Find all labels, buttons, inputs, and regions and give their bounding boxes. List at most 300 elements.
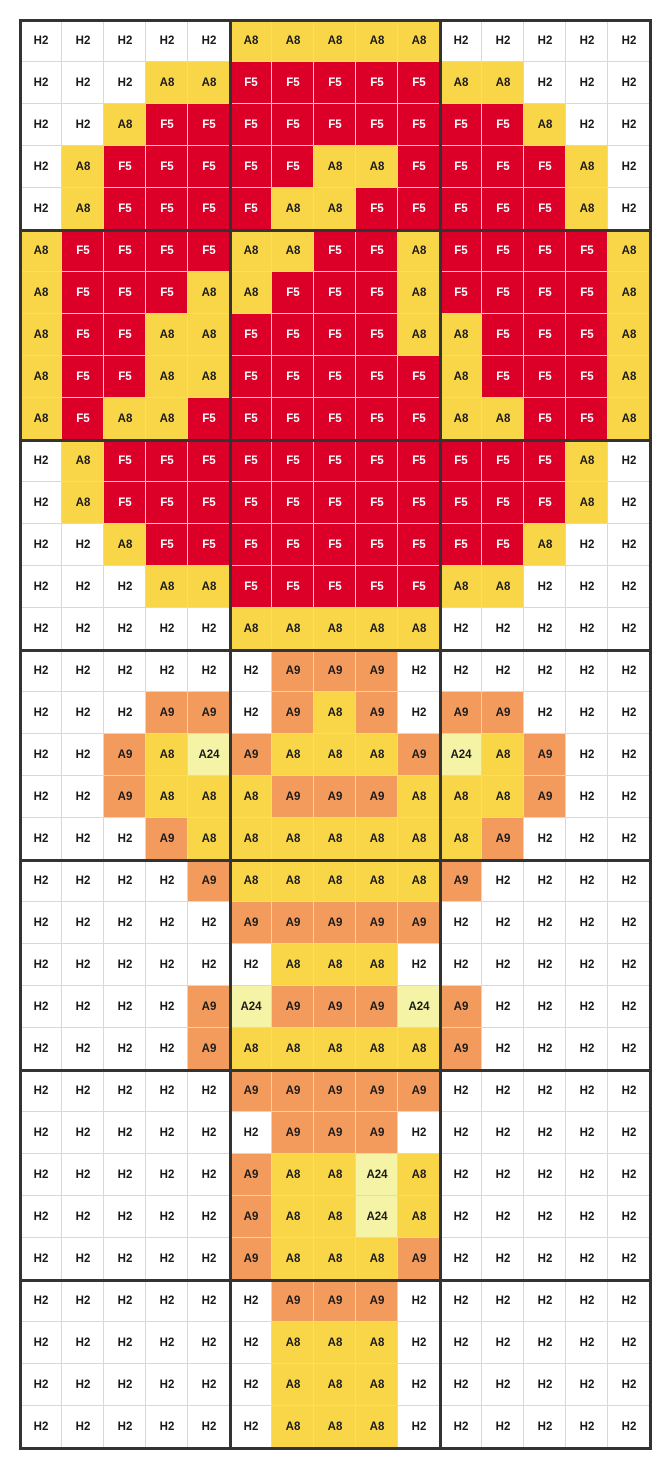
grid-cell: H2 [20, 944, 62, 986]
grid-cell: H2 [188, 608, 230, 650]
grid-cell: H2 [20, 692, 62, 734]
grid-cell: H2 [440, 650, 482, 692]
grid-cell: F5 [272, 566, 314, 608]
grid-cell: A8 [272, 20, 314, 62]
grid-cell: F5 [398, 566, 440, 608]
grid-cell: A9 [440, 986, 482, 1028]
grid-cell: H2 [62, 1406, 104, 1448]
grid-cell: A9 [272, 1112, 314, 1154]
grid-cell: H2 [524, 1196, 566, 1238]
grid-cell: A9 [272, 1070, 314, 1112]
grid-cell: A24 [188, 734, 230, 776]
grid-cell: A8 [272, 734, 314, 776]
grid-cell: H2 [104, 986, 146, 1028]
grid-cell: H2 [482, 1154, 524, 1196]
color-code-pixel-grid [20, 20, 650, 1448]
grid-cell: F5 [230, 524, 272, 566]
grid-cell: A9 [272, 1280, 314, 1322]
grid-cell: A8 [608, 230, 650, 272]
grid-cell: H2 [188, 1322, 230, 1364]
grid-cell: A8 [440, 398, 482, 440]
grid-cell: A9 [272, 650, 314, 692]
grid-cell: H2 [62, 986, 104, 1028]
grid-cell: F5 [62, 356, 104, 398]
grid-cell: H2 [146, 1112, 188, 1154]
grid-cell: H2 [62, 734, 104, 776]
grid-cell: H2 [62, 776, 104, 818]
grid-cell: H2 [566, 1364, 608, 1406]
grid-cell: H2 [608, 860, 650, 902]
grid-cell: A8 [356, 146, 398, 188]
grid-cell: F5 [440, 188, 482, 230]
grid-cell: H2 [608, 1406, 650, 1448]
grid-cell: A24 [356, 1196, 398, 1238]
grid-cell: F5 [398, 146, 440, 188]
grid-cell: H2 [398, 944, 440, 986]
grid-cell: F5 [146, 440, 188, 482]
grid-cell: H2 [20, 440, 62, 482]
grid-cell: A9 [104, 776, 146, 818]
grid-cell: H2 [566, 104, 608, 146]
grid-cell: F5 [314, 314, 356, 356]
grid-cell: H2 [20, 524, 62, 566]
grid-cell: H2 [20, 1070, 62, 1112]
grid-cell: F5 [104, 272, 146, 314]
grid-cell: F5 [104, 314, 146, 356]
grid-cell: F5 [398, 524, 440, 566]
grid-cell: H2 [20, 650, 62, 692]
grid-cell: H2 [20, 1238, 62, 1280]
grid-cell: H2 [608, 692, 650, 734]
grid-cell: H2 [188, 1112, 230, 1154]
grid-cell: A8 [314, 944, 356, 986]
grid-cell: H2 [104, 1280, 146, 1322]
grid-cell: A8 [146, 734, 188, 776]
grid-cell: H2 [20, 608, 62, 650]
grid-cell: F5 [146, 482, 188, 524]
grid-cell: H2 [104, 1364, 146, 1406]
grid-cell: A8 [230, 608, 272, 650]
grid-cell: H2 [146, 1028, 188, 1070]
grid-cell: A9 [230, 902, 272, 944]
grid-cell: F5 [356, 398, 398, 440]
grid-cell: A8 [566, 440, 608, 482]
grid-cell: H2 [104, 1322, 146, 1364]
grid-cell: F5 [356, 104, 398, 146]
grid-cell: A8 [398, 776, 440, 818]
grid-cell: F5 [524, 314, 566, 356]
grid-cell: A9 [398, 1238, 440, 1280]
grid-cell: H2 [524, 608, 566, 650]
grid-cell: H2 [20, 734, 62, 776]
grid-cell: H2 [20, 860, 62, 902]
grid-cell: A9 [146, 818, 188, 860]
grid-cell: F5 [482, 524, 524, 566]
grid-cell: H2 [104, 692, 146, 734]
grid-cell: H2 [524, 944, 566, 986]
grid-cell: H2 [62, 1070, 104, 1112]
grid-cell: H2 [566, 1196, 608, 1238]
grid-cell: A8 [482, 734, 524, 776]
grid-cell: F5 [272, 62, 314, 104]
grid-cell: A9 [356, 650, 398, 692]
grid-cell: H2 [482, 860, 524, 902]
grid-cell: A9 [356, 1112, 398, 1154]
grid-cell: H2 [482, 20, 524, 62]
grid-cell: H2 [146, 20, 188, 62]
grid-cell: H2 [62, 524, 104, 566]
grid-cell: H2 [146, 1322, 188, 1364]
grid-cell: H2 [20, 1112, 62, 1154]
grid-cell: A9 [440, 860, 482, 902]
grid-cell: F5 [104, 230, 146, 272]
grid-cell: A8 [398, 818, 440, 860]
grid-cell: F5 [482, 272, 524, 314]
grid-cell: H2 [62, 1154, 104, 1196]
grid-cell: A9 [482, 692, 524, 734]
grid-cell: H2 [104, 20, 146, 62]
grid-cell: A8 [440, 356, 482, 398]
grid-cell: H2 [146, 986, 188, 1028]
grid-cell: A8 [314, 20, 356, 62]
grid-cell: H2 [608, 1112, 650, 1154]
grid-cell: H2 [62, 1280, 104, 1322]
grid-cell: H2 [566, 1070, 608, 1112]
grid-cell: H2 [566, 1154, 608, 1196]
grid-cell: H2 [146, 1280, 188, 1322]
grid-cell: H2 [482, 944, 524, 986]
grid-cell: H2 [524, 692, 566, 734]
grid-cell: H2 [62, 860, 104, 902]
grid-cell: A8 [398, 1196, 440, 1238]
grid-cell: F5 [398, 62, 440, 104]
grid-cell: F5 [230, 146, 272, 188]
grid-cell: F5 [440, 482, 482, 524]
grid-cell: A8 [62, 188, 104, 230]
grid-cell: A8 [314, 146, 356, 188]
grid-cell: H2 [20, 902, 62, 944]
grid-cell: F5 [398, 398, 440, 440]
grid-cell: H2 [524, 1154, 566, 1196]
grid-cell: H2 [188, 1154, 230, 1196]
grid-cell: A9 [440, 692, 482, 734]
grid-cell: A8 [398, 230, 440, 272]
grid-cell: F5 [314, 104, 356, 146]
grid-cell: H2 [608, 566, 650, 608]
grid-cell: A8 [482, 62, 524, 104]
grid-cell: H2 [482, 986, 524, 1028]
grid-cell: F5 [272, 398, 314, 440]
grid-cell: A8 [356, 1364, 398, 1406]
grid-cell: A9 [230, 1196, 272, 1238]
grid-cell: A9 [314, 1070, 356, 1112]
grid-cell: F5 [188, 188, 230, 230]
grid-cell: A8 [398, 314, 440, 356]
grid-cell: F5 [566, 314, 608, 356]
grid-cell: A8 [272, 188, 314, 230]
grid-cell: H2 [62, 1238, 104, 1280]
grid-cell: A24 [440, 734, 482, 776]
grid-cell: H2 [608, 1070, 650, 1112]
grid-cell: H2 [62, 818, 104, 860]
grid-cell: F5 [230, 188, 272, 230]
grid-cell: H2 [20, 104, 62, 146]
grid-cell: A9 [314, 650, 356, 692]
grid-cell: H2 [230, 650, 272, 692]
grid-cell: H2 [566, 902, 608, 944]
grid-cell: A8 [356, 1322, 398, 1364]
grid-cell: H2 [230, 1280, 272, 1322]
grid-cell: A8 [272, 860, 314, 902]
grid-cell: F5 [482, 104, 524, 146]
grid-cell: F5 [356, 356, 398, 398]
grid-cell: H2 [230, 944, 272, 986]
grid-cell: A9 [482, 818, 524, 860]
grid-cell: H2 [188, 902, 230, 944]
grid-cell: F5 [188, 104, 230, 146]
grid-cell: F5 [524, 398, 566, 440]
grid-cell: H2 [566, 986, 608, 1028]
grid-cell: F5 [146, 146, 188, 188]
grid-cell: A8 [314, 1154, 356, 1196]
grid-cell: H2 [398, 1322, 440, 1364]
grid-cell: H2 [608, 650, 650, 692]
grid-cell: H2 [566, 20, 608, 62]
grid-cell: A24 [230, 986, 272, 1028]
grid-cell: F5 [314, 482, 356, 524]
grid-cell: A9 [314, 902, 356, 944]
grid-cell: H2 [398, 692, 440, 734]
grid-border [649, 19, 652, 1450]
grid-cell: F5 [272, 272, 314, 314]
grid-cell: H2 [104, 1154, 146, 1196]
grid-cell: A9 [440, 1028, 482, 1070]
grid-cell: A8 [272, 1406, 314, 1448]
grid-cell: A9 [314, 1112, 356, 1154]
grid-cell: H2 [608, 1196, 650, 1238]
grid-cell: H2 [440, 902, 482, 944]
grid-cell: H2 [608, 20, 650, 62]
grid-cell: F5 [272, 524, 314, 566]
grid-cell: F5 [272, 440, 314, 482]
grid-cell: A8 [104, 398, 146, 440]
grid-cell: A8 [566, 146, 608, 188]
grid-cell: F5 [356, 272, 398, 314]
grid-cell: A9 [356, 1070, 398, 1112]
grid-cell: H2 [20, 1280, 62, 1322]
grid-cell: H2 [608, 776, 650, 818]
grid-cell: A9 [230, 1070, 272, 1112]
grid-cell: A8 [230, 20, 272, 62]
grid-cell: F5 [272, 356, 314, 398]
grid-cell: F5 [440, 272, 482, 314]
grid-cell: F5 [62, 314, 104, 356]
grid-cell: H2 [62, 902, 104, 944]
grid-cell: H2 [104, 1406, 146, 1448]
grid-cell: H2 [566, 650, 608, 692]
grid-cell: H2 [524, 902, 566, 944]
grid-cell: H2 [62, 62, 104, 104]
grid-cell: F5 [356, 62, 398, 104]
grid-cell: F5 [524, 230, 566, 272]
grid-cell: A8 [398, 860, 440, 902]
grid-cell: H2 [104, 944, 146, 986]
block-divider-horizontal [19, 229, 652, 232]
grid-cell: H2 [608, 1364, 650, 1406]
grid-cell: A9 [188, 692, 230, 734]
grid-cell: F5 [356, 440, 398, 482]
grid-cell: A8 [608, 272, 650, 314]
grid-cell: A9 [524, 734, 566, 776]
grid-cell: H2 [104, 608, 146, 650]
grid-cell: F5 [440, 230, 482, 272]
grid-cell: H2 [524, 1112, 566, 1154]
grid-cell: F5 [146, 230, 188, 272]
grid-cell: H2 [104, 1196, 146, 1238]
grid-cell: H2 [62, 1028, 104, 1070]
grid-cell: A9 [398, 1070, 440, 1112]
grid-cell: H2 [20, 1364, 62, 1406]
grid-cell: H2 [62, 944, 104, 986]
grid-cell: H2 [62, 692, 104, 734]
grid-cell: H2 [188, 1280, 230, 1322]
grid-cell: H2 [566, 566, 608, 608]
block-divider-horizontal [19, 439, 652, 442]
grid-cell: H2 [20, 1322, 62, 1364]
grid-cell: H2 [524, 20, 566, 62]
grid-cell: H2 [20, 1028, 62, 1070]
grid-cell: F5 [230, 566, 272, 608]
grid-cell: H2 [62, 1112, 104, 1154]
grid-cell: H2 [20, 1196, 62, 1238]
grid-cell: A8 [272, 1196, 314, 1238]
grid-cell: H2 [398, 1112, 440, 1154]
grid-cell: H2 [230, 1364, 272, 1406]
grid-cell: F5 [230, 482, 272, 524]
grid-cell: A8 [272, 1364, 314, 1406]
grid-cell: A9 [314, 986, 356, 1028]
grid-cell: A8 [398, 1028, 440, 1070]
grid-cell: A8 [188, 356, 230, 398]
grid-cell: H2 [524, 1070, 566, 1112]
grid-cell: H2 [566, 608, 608, 650]
grid-cell: A8 [62, 482, 104, 524]
grid-cell: F5 [230, 62, 272, 104]
grid-cell: F5 [524, 188, 566, 230]
grid-cell: H2 [608, 524, 650, 566]
grid-cell: H2 [524, 1238, 566, 1280]
grid-cell: A8 [146, 566, 188, 608]
grid-cell: H2 [440, 1406, 482, 1448]
grid-cell: A8 [272, 1028, 314, 1070]
grid-cell: H2 [230, 1112, 272, 1154]
grid-cell: H2 [104, 1028, 146, 1070]
block-divider-horizontal [19, 1069, 652, 1072]
grid-cell: F5 [62, 230, 104, 272]
grid-border [19, 19, 652, 22]
grid-cell: A9 [230, 734, 272, 776]
grid-cell: H2 [608, 440, 650, 482]
grid-cell: H2 [608, 818, 650, 860]
grid-cell: H2 [188, 650, 230, 692]
grid-cell: F5 [230, 104, 272, 146]
grid-cell: H2 [566, 1238, 608, 1280]
grid-cell: A9 [524, 776, 566, 818]
grid-cell: H2 [482, 1070, 524, 1112]
grid-cell: A8 [314, 818, 356, 860]
grid-cell: A8 [524, 104, 566, 146]
grid-cell: F5 [104, 188, 146, 230]
grid-cell: H2 [146, 902, 188, 944]
grid-cell: A8 [314, 188, 356, 230]
grid-cell: A8 [482, 566, 524, 608]
grid-cell: H2 [20, 482, 62, 524]
grid-cell: H2 [188, 944, 230, 986]
grid-cell: H2 [608, 734, 650, 776]
grid-cell: H2 [146, 1196, 188, 1238]
grid-cell: F5 [440, 440, 482, 482]
grid-cell: H2 [62, 1196, 104, 1238]
grid-cell: F5 [482, 356, 524, 398]
grid-cell: F5 [356, 188, 398, 230]
grid-cell: H2 [20, 566, 62, 608]
grid-cell: H2 [398, 1280, 440, 1322]
grid-cell: H2 [608, 1154, 650, 1196]
grid-cell: H2 [20, 818, 62, 860]
block-divider-horizontal [19, 649, 652, 652]
grid-cell: H2 [482, 1364, 524, 1406]
grid-cell: A9 [356, 986, 398, 1028]
grid-cell: A8 [272, 944, 314, 986]
grid-cell: A8 [314, 860, 356, 902]
grid-cell: A8 [356, 20, 398, 62]
grid-cell: A9 [356, 692, 398, 734]
grid-cell: H2 [440, 1070, 482, 1112]
grid-cell: F5 [104, 482, 146, 524]
grid-cell: A8 [314, 734, 356, 776]
grid-cell: A9 [188, 860, 230, 902]
grid-cell: H2 [440, 1280, 482, 1322]
grid-cell: H2 [566, 818, 608, 860]
grid-cell: H2 [608, 986, 650, 1028]
grid-cell: H2 [524, 1028, 566, 1070]
grid-cell: F5 [482, 314, 524, 356]
grid-cell: H2 [608, 608, 650, 650]
grid-cell: F5 [482, 146, 524, 188]
grid-cell: A8 [104, 524, 146, 566]
grid-cell: F5 [524, 440, 566, 482]
grid-cell: F5 [188, 524, 230, 566]
grid-cell: A8 [356, 1238, 398, 1280]
grid-cell: F5 [566, 272, 608, 314]
grid-cell: F5 [482, 230, 524, 272]
grid-cell: A9 [356, 902, 398, 944]
grid-cell: H2 [62, 1322, 104, 1364]
grid-cell: F5 [188, 482, 230, 524]
grid-cell: H2 [524, 986, 566, 1028]
grid-cell: A8 [230, 776, 272, 818]
grid-cell: A24 [356, 1154, 398, 1196]
grid-cell: F5 [230, 356, 272, 398]
grid-cell: H2 [608, 944, 650, 986]
grid-cell: A8 [188, 272, 230, 314]
grid-cell: A8 [272, 608, 314, 650]
grid-cell: H2 [146, 860, 188, 902]
grid-cell: H2 [482, 1322, 524, 1364]
grid-cell: F5 [356, 482, 398, 524]
grid-cell: A8 [146, 356, 188, 398]
grid-cell: H2 [566, 1028, 608, 1070]
